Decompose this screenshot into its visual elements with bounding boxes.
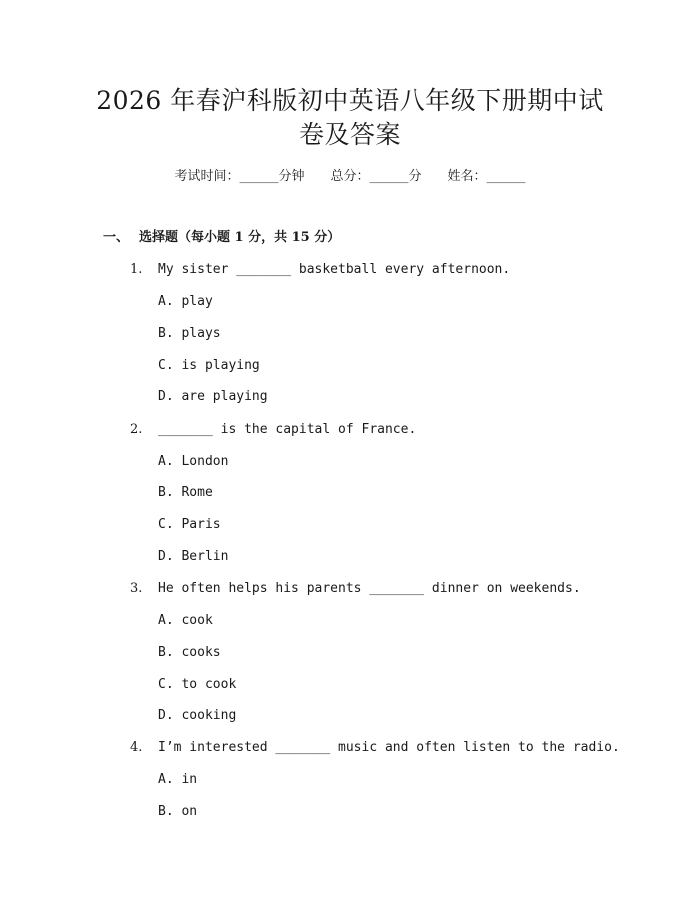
exam-time-label: 考试时间：______分钟 [174,169,305,184]
question-stem: He often helps his parents _______ dinner on weekends. [158,581,581,596]
question-2-option-b: B. Rome [158,485,213,500]
question-stem: _______ is the capital of France. [158,422,417,437]
question-2-option-d: D. Berlin [158,549,229,564]
section-number: 一、 [103,230,130,245]
question-number: 2. [130,422,143,437]
question-2-option-c: C. Paris [158,517,221,532]
question-number: 3. [130,581,143,596]
question-3-option-c: C. to cook [158,677,237,692]
exam-name-label: 姓名：______ [447,169,526,184]
question-4 [130,738,620,758]
section-title: 选择题（每小题 1 分，共 15 分） [139,230,341,245]
question-4-option-a: A. in [158,772,198,787]
question-stem: My sister _______ basketball every afternoon. [158,262,511,277]
exam-score-label: 总分：______分 [330,169,422,184]
section-heading [103,228,340,248]
exam-title-line-1: 2026 年春沪科版初中英语八年级下册期中试 [96,86,604,115]
question-1-option-b: B. plays [158,326,221,341]
question-2-option-a: A. London [158,454,229,469]
question-3-option-d: D. cooking [158,708,237,723]
question-1-option-a: A. play [158,294,213,309]
question-3 [130,579,581,599]
exam-meta [0,167,700,187]
question-1-option-d: D. are playing [158,389,268,404]
question-number: 4. [130,740,143,755]
question-2 [130,420,416,440]
exam-title-line-2: 卷及答案 [298,120,401,149]
question-stem: I’m interested _______ music and often listen to the radio. [158,740,620,755]
question-3-option-a: A. cook [158,613,213,628]
question-1 [130,260,510,280]
question-3-option-b: B. cooks [158,645,221,660]
question-4-option-b: B. on [158,804,198,819]
question-number: 1. [130,262,143,277]
question-1-option-c: C. is playing [158,358,260,373]
